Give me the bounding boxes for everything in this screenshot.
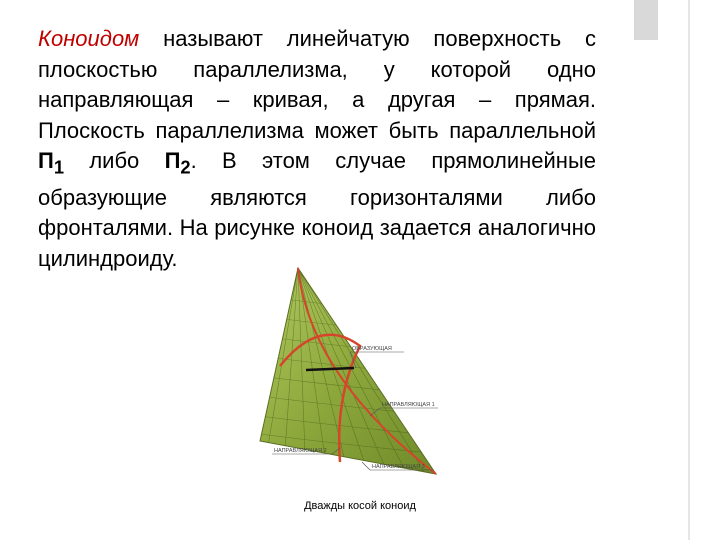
plane-p2: П bbox=[164, 148, 181, 173]
label-directrix1: НАПРАВЛЯЮЩАЯ 1 bbox=[382, 402, 435, 408]
label-directrix3: НАПРАВЛЯЮЩАЯ 3 bbox=[372, 464, 425, 470]
label-generatrix: ОБРАЗУЮЩАЯ bbox=[352, 346, 392, 352]
decorative-bar bbox=[634, 0, 658, 40]
label-directrix2: НАПРАВЛЯЮЩАЯ 2 bbox=[274, 448, 327, 454]
definition-paragraph bbox=[38, 24, 596, 274]
text-part-1: называют линейчатую поверхность с плоскостью параллелизма, у которой одно направляющая – кривая, а другая – прямая. Плоскость параллелизма может быть параллельной bbox=[38, 26, 596, 143]
caption-wrap bbox=[0, 496, 720, 514]
leader-directrix3 bbox=[362, 462, 370, 470]
conoid-figure bbox=[240, 256, 480, 488]
plane-p1: П bbox=[38, 148, 54, 173]
figure-caption: Дважды косой коноид bbox=[304, 500, 416, 512]
plane-p2-index: 2 bbox=[180, 156, 191, 178]
decorative-line bbox=[688, 0, 690, 540]
text-part-3: . В этом случае прямолинейные образующие являются горизонталями либо фронталями. На рисунке коноид задается аналогично цилиндроиду. bbox=[38, 148, 597, 271]
plane-p1-index: 1 bbox=[53, 156, 65, 178]
term-conoid: Коноидом bbox=[38, 26, 140, 51]
conoid-surface bbox=[260, 268, 436, 474]
text-part-2: либо bbox=[64, 148, 165, 173]
